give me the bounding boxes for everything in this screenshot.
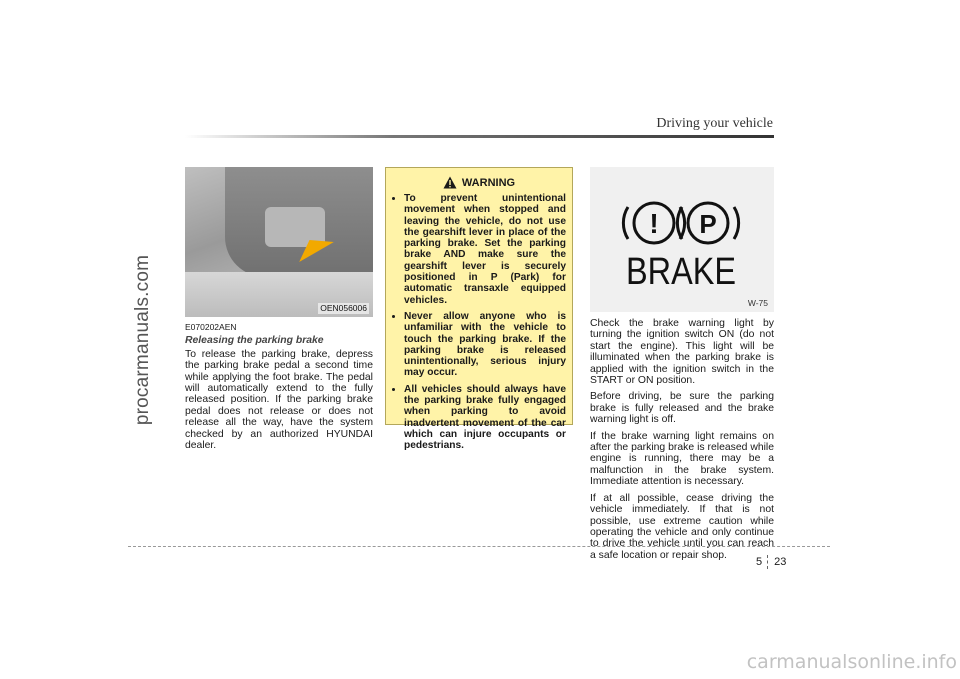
- warning-list: [392, 193, 566, 452]
- warning-item: • To prevent unintentional movement when stopped and leaving the vehicle, do not use the gearshift lever in place of the parking brake. Set the parking brake AND make sure the gearshift lever is securely positioned in P (Park) for automatic transaxle equipped vehicles.: [404, 193, 566, 306]
- svg-text:!: !: [649, 208, 659, 239]
- figure-code: W-75: [747, 297, 768, 308]
- warning-item: • Never allow anyone who is unfamiliar with the vehicle to touch the parking brake. If the parking brake is released unintentionally, serious injury may occur.: [404, 311, 566, 379]
- chapter-number: 5: [756, 556, 763, 568]
- watermark-carmanualsonline: carmanualsonline.info: [746, 651, 957, 673]
- paragraph: If the brake warning light remains on after the parking brake is released while engine is running, there may be a malfunction in the brake system. Immediate attention is necessary.: [590, 430, 774, 488]
- subheading: Releasing the parking brake: [185, 335, 324, 347]
- paragraph: Check the brake warning light by turning the ignition switch ON (do not start the engine). This light will be illuminated when the parking brake is applied with the ignition switch in the START or ON position.: [590, 318, 774, 387]
- warning-triangle-icon: [443, 176, 457, 189]
- right-column: [590, 167, 774, 566]
- svg-text:BRAKE: BRAKE: [626, 251, 736, 293]
- warning-header: [392, 176, 566, 189]
- item-code: E070202AEN: [185, 322, 237, 332]
- paragraph: Before driving, be sure the parking brake is fully released and the brake warning light is off.: [590, 391, 774, 426]
- warning-box: [385, 167, 573, 452]
- page-separator: [767, 555, 769, 569]
- brake-warning-symbol-icon: [590, 167, 774, 312]
- section-title: Driving your vehicle: [656, 116, 773, 131]
- page-number: [756, 555, 786, 569]
- header-rule: [185, 135, 774, 138]
- watermark-procarmanuals: procarmanuals.com: [132, 254, 153, 426]
- svg-text:P: P: [699, 209, 717, 239]
- photo-code: OEN056006: [320, 302, 367, 313]
- footer-rule: [128, 546, 830, 547]
- release-instructions: To release the parking brake, depress the parking brake pedal a second time while applying the foot brake. The pedal will automatically extend to the fully released position. If the parking brake pedal does not release or does not release all the way, have the system checked by an authorized HYUNDAI dealer.: [185, 348, 373, 452]
- brake-warning-figure: [590, 167, 774, 312]
- warning-title: WARNING: [461, 176, 516, 189]
- page-number-value: 23: [774, 556, 787, 568]
- parking-brake-photo: [185, 167, 373, 317]
- left-column: [185, 167, 373, 456]
- warning-item: • All vehicles should always have the parking brake fully engaged when parking to avoid inadvertent movement of the car which can injure occupants or pedestrians.: [404, 384, 566, 452]
- paragraph: If at all possible, cease driving the vehicle immediately. If that is not possible, use extreme caution while operating the vehicle and only continue to drive the vehicle until you can reach a safe location or repair shop.: [590, 492, 774, 561]
